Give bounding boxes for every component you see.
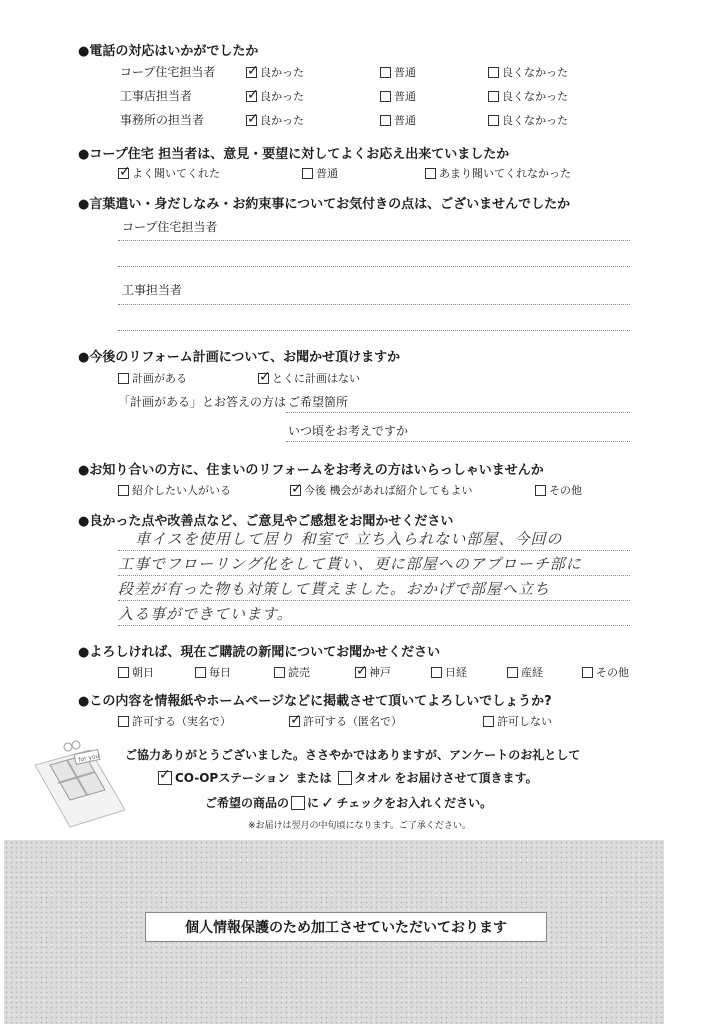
q2-option[interactable] (425, 165, 571, 181)
gift-or-text: または (295, 771, 332, 785)
q2-option-checkbox[interactable] (425, 168, 436, 179)
closing-line-3 (205, 793, 492, 812)
closing-line-2-suffix: をお届けさせて頂きます。 (394, 771, 538, 785)
q1-option-label: 普通 (394, 114, 416, 127)
q2-option-checkbox[interactable] (118, 168, 129, 179)
q2-option[interactable] (118, 165, 220, 181)
q7-option[interactable] (582, 664, 629, 680)
q5-option-label: 紹介したい人がいる (132, 484, 231, 497)
q1-title: ●電話の対応はいかがでしたか (78, 44, 259, 59)
handwritten-line-3: 段差が有った物も対策して貰えました。おかげで部屋へ立ち (118, 580, 551, 598)
q2-option-label: よく聞いてくれた (132, 167, 220, 180)
q1-option-checkbox[interactable] (246, 67, 257, 78)
q7-option[interactable] (431, 664, 467, 680)
q4-title: ●今後のリフォーム計画について、お聞かせ頂けますか (78, 350, 401, 365)
q6-answer-line[interactable] (118, 600, 630, 601)
q1-option-label: 良かった (260, 66, 304, 79)
q4-option-label: 計画がある (132, 372, 187, 385)
q7-option-checkbox[interactable] (274, 667, 285, 678)
q1-row-label: コープ住宅担当者 (120, 65, 216, 79)
gift-checkbox-coop-station[interactable] (158, 771, 172, 785)
q8-option-checkbox[interactable] (289, 716, 300, 727)
q4-option[interactable] (118, 370, 187, 386)
q7-option-label: 読売 (288, 666, 310, 679)
closing-line-3-suffix: チェックをお入れください。 (336, 796, 493, 810)
q1-option[interactable] (380, 64, 416, 80)
q1-option-checkbox[interactable] (488, 67, 499, 78)
q8-option-label: 許可しない (497, 715, 552, 728)
q5-option-label: 今後 機会があれば紹介してもよい (304, 484, 473, 497)
q2-option-label: 普通 (316, 167, 338, 180)
q1-option-label: 普通 (394, 90, 416, 103)
q3-label-construction: 工事担当者 (122, 283, 183, 297)
q1-option-label: 良かった (260, 114, 304, 127)
q1-option[interactable] (246, 88, 304, 104)
q4-option-checkbox[interactable] (118, 373, 129, 384)
q8-option-label: 許可する（実名で） (132, 715, 231, 728)
q5-option-label: その他 (549, 484, 582, 497)
q1-option-label: 普通 (394, 66, 416, 79)
q1-option-checkbox[interactable] (380, 115, 391, 126)
sample-checkbox-icon (291, 796, 305, 810)
q1-option[interactable] (488, 88, 568, 104)
q7-option-label: 毎日 (209, 666, 231, 679)
q7-option-checkbox[interactable] (195, 667, 206, 678)
q7-option-checkbox[interactable] (118, 667, 129, 678)
q5-title: ●お知り合いの方に、住まいのリフォームをお考えの方はいらっしゃいませんか (78, 463, 544, 478)
q7-option-label: 日経 (445, 666, 467, 679)
q1-option-checkbox[interactable] (488, 115, 499, 126)
q2-title: ●コープ住宅 担当者は、意見・要望に対してよくお応え出来ていましたか (78, 147, 510, 162)
handwritten-line-1: 車イスを使用して居り 和室で 立ち入られない部屋、今回の (135, 530, 563, 548)
check-mark-icon: ✓ (321, 793, 335, 812)
q6-title: ●良かった点や改善点など、ご意見やご感想をお聞かせください (78, 514, 454, 529)
q8-option-checkbox[interactable] (118, 716, 129, 727)
q1-option-checkbox[interactable] (246, 115, 257, 126)
q7-option[interactable] (195, 664, 231, 680)
q4-option[interactable] (258, 370, 360, 386)
q7-option-checkbox[interactable] (431, 667, 442, 678)
q1-option[interactable] (246, 64, 304, 80)
q5-option-checkbox[interactable] (290, 485, 301, 496)
q1-option-label: 良くなかった (502, 90, 568, 103)
q4-followup-prefix: 「計画がある」とお答えの方は (118, 395, 287, 409)
handwritten-line-4: 入る事ができています。 (118, 605, 293, 623)
q4-option-checkbox[interactable] (258, 373, 269, 384)
q3-answer-line[interactable] (118, 330, 630, 331)
q3-label-coop: コープ住宅担当者 (122, 220, 218, 234)
q1-option-checkbox[interactable] (488, 91, 499, 102)
q4-place-line[interactable] (286, 412, 630, 413)
q7-option-label: 朝日 (132, 666, 154, 679)
q1-option[interactable] (488, 64, 568, 80)
q7-option-checkbox[interactable] (582, 667, 593, 678)
q3-title: ●言葉遣い・身だしなみ・お約束事についてお気付きの点は、ございませんでしたか (78, 197, 571, 212)
q2-option-label: あまり聞いてくれなかった (439, 167, 571, 180)
q4-followup-place: ご希望箇所 (288, 395, 349, 409)
closing-line-3-middle: に (307, 796, 320, 810)
q3-answer-line[interactable] (118, 240, 630, 241)
q4-when-line[interactable] (286, 441, 630, 442)
q7-option[interactable] (355, 664, 391, 680)
q1-option[interactable] (246, 112, 304, 128)
q2-option[interactable] (302, 165, 338, 181)
q3-answer-line[interactable] (118, 304, 630, 305)
q7-title: ●よろしければ、現在ご購読の新聞についてお聞かせください (78, 645, 441, 660)
q5-option[interactable] (535, 482, 582, 498)
q1-row-label: 事務所の担当者 (120, 113, 205, 127)
q7-option-checkbox[interactable] (355, 667, 366, 678)
q1-option[interactable] (380, 112, 416, 128)
q7-option[interactable] (274, 664, 310, 680)
q5-option[interactable] (290, 482, 473, 498)
q7-option[interactable] (118, 664, 154, 680)
q5-option[interactable] (118, 482, 231, 498)
closing-line-3-prefix: ご希望の商品の (205, 796, 290, 810)
q1-option-label: 良くなかった (502, 66, 568, 79)
handwritten-line-2: 工事でフローリング化をして貰い、更に部屋へのアプローチ部に (118, 555, 582, 573)
q1-option-checkbox[interactable] (246, 91, 257, 102)
q6-answer-line[interactable] (118, 575, 630, 576)
gift-checkbox-towel[interactable] (338, 771, 352, 785)
q1-option-checkbox[interactable] (380, 67, 391, 78)
q6-answer-line[interactable] (118, 625, 630, 626)
q7-option-label: 神戸 (369, 666, 391, 679)
q1-option-label: 良くなかった (502, 114, 568, 127)
q1-option-label: 良かった (260, 90, 304, 103)
q8-option-label: 許可する（匿名で） (303, 715, 402, 728)
delivery-note: ※お届けは翌月の中旬頃になります。ご了承ください。 (248, 821, 471, 831)
q7-option-label: その他 (596, 666, 629, 679)
q4-followup-when: いつ頃をお考えですか (288, 424, 409, 438)
closing-line-2 (158, 769, 538, 786)
q5-option-checkbox[interactable] (118, 485, 129, 496)
q7-option-label: 産経 (521, 666, 543, 679)
q8-option[interactable] (289, 713, 402, 729)
q1-row-label: 工事店担当者 (120, 89, 193, 103)
closing-line-1: ご協力ありがとうございました。ささやかではありますが、アンケートのお礼として (125, 748, 581, 762)
q7-option-checkbox[interactable] (507, 667, 518, 678)
q5-option-checkbox[interactable] (535, 485, 546, 496)
q1-option[interactable] (488, 112, 568, 128)
q6-answer-line[interactable] (118, 550, 630, 551)
q8-option[interactable] (483, 713, 552, 729)
gift-towel-label: タオル (354, 771, 391, 785)
q1-option-checkbox[interactable] (380, 91, 391, 102)
gift-coop-station-label: CO-OPステーション (175, 771, 290, 785)
q2-option-checkbox[interactable] (302, 168, 313, 179)
q8-option[interactable] (118, 713, 231, 729)
gift-box-icon (30, 735, 130, 830)
gift-tag-text: for you (77, 752, 100, 764)
q3-answer-line[interactable] (118, 266, 630, 267)
q7-option[interactable] (507, 664, 543, 680)
privacy-notice: 個人情報保護のため加工させていただいております (145, 912, 547, 942)
q4-option-label: とくに計画はない (272, 372, 360, 385)
q8-title: ●この内容を情報紙やホームページなどに掲載させて頂いてよろしいでしょうか? (78, 694, 552, 709)
q1-option[interactable] (380, 88, 416, 104)
q8-option-checkbox[interactable] (483, 716, 494, 727)
